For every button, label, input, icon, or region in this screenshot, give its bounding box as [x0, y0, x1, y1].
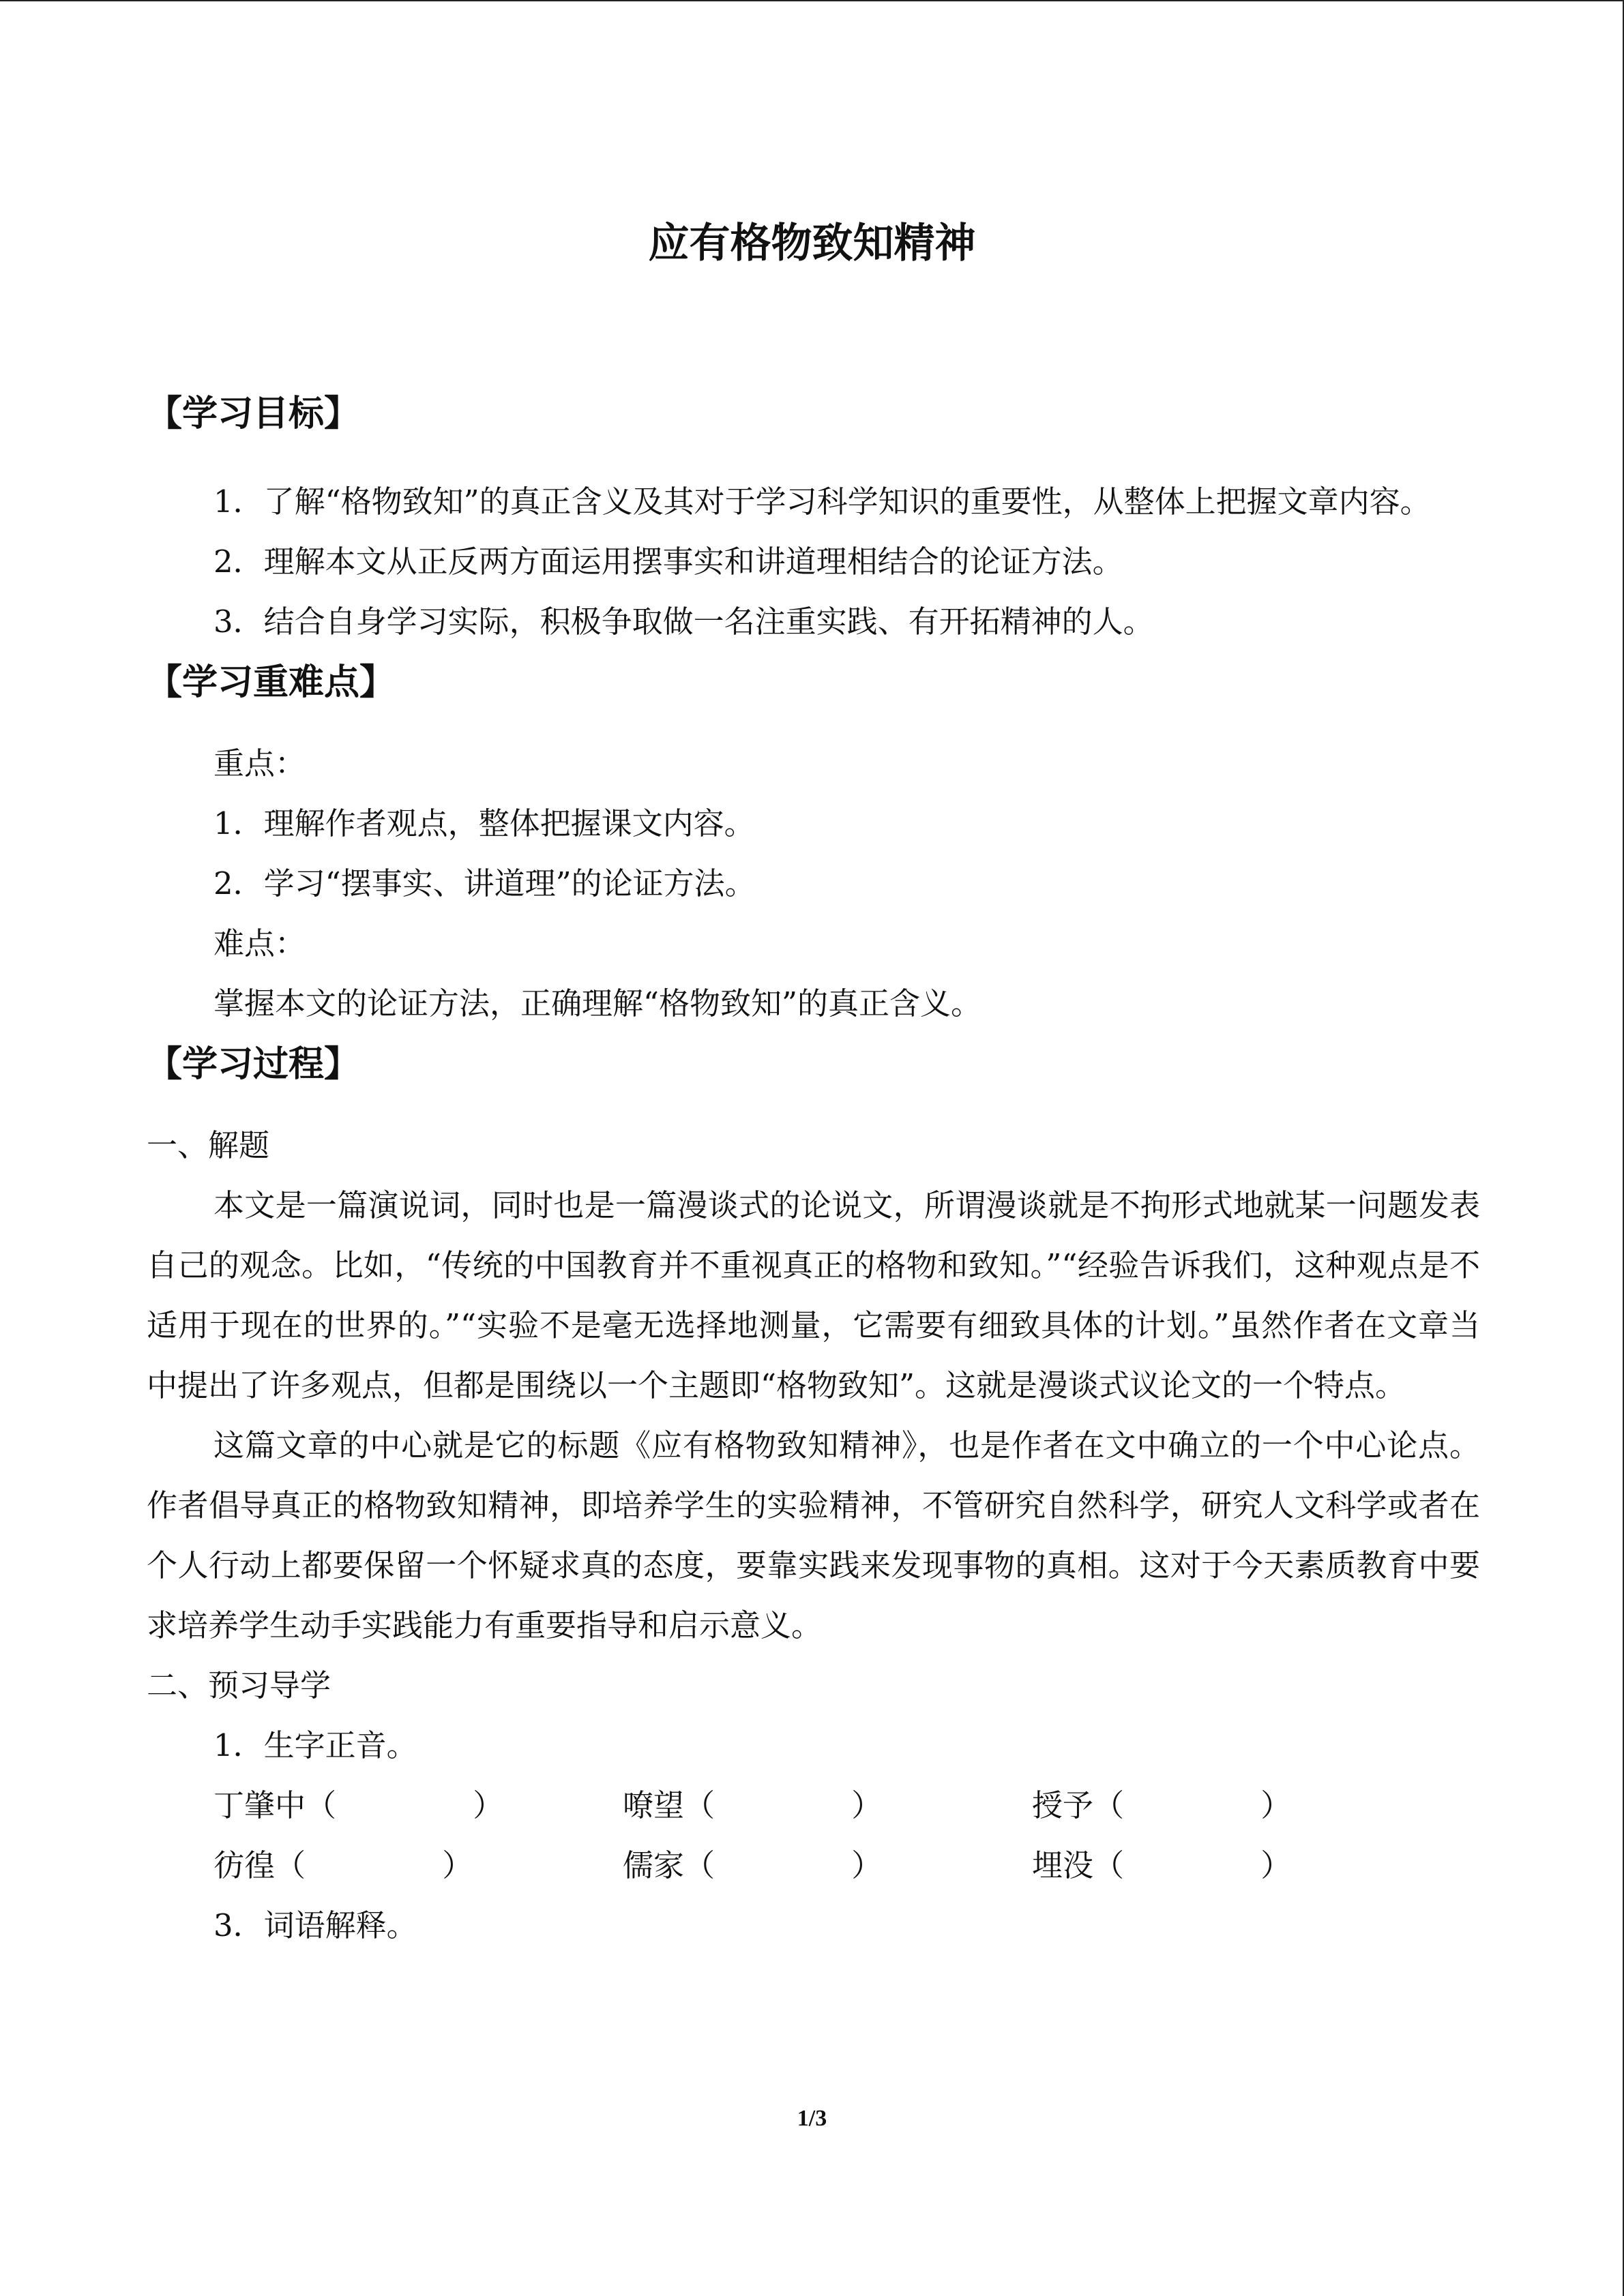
document-body: [147, 383, 1480, 1956]
key-item-1: 1．理解作者观点，整体把握课文内容。: [213, 805, 755, 841]
difficult-item-1: 掌握本文的论证方法，正确理解“格物致知”的真正含义。: [213, 985, 982, 1022]
part1-title: 一、解题: [147, 1127, 270, 1163]
section-heading-process: 【学习过程】: [147, 1044, 360, 1085]
key-item-2: 2．学习“摆事实、讲道理”的论证方法。: [213, 865, 756, 901]
part2-title: 二、预习导学: [147, 1667, 331, 1703]
difficult-label: 难点：: [213, 925, 306, 961]
pronunciation-blank[interactable]: [213, 1836, 623, 1896]
objective-item-1: 1．了解“格物致知”的真正含义及其对于学习科学知识的重要性，从整体上把握文章内容。: [213, 483, 1431, 520]
pronunciation-blank[interactable]: [1032, 1836, 1441, 1896]
objective-item-3: 3．结合自身学习实际，积极争取做一名注重实践、有开拓精神的人。: [213, 603, 1154, 640]
section-heading-objectives: 【学习目标】: [147, 393, 360, 434]
pronunciation-row-2: [147, 1836, 1480, 1896]
key-label: 重点：: [213, 745, 306, 781]
part1-paragraph-1: 本文是一篇演说词，同时也是一篇漫谈式的论说文，所谓漫谈就是不拘形式地就某一问题发表自己的观念。比如，“传统的中国教育并不重视真正的格物和致知。”“经验告诉我们，这种观点是不适用于现在的世界的。”“实验不是毫无选择地测量，它需要有细致具体的计划。”虽然作者在文章当中提出了许多观点，但都是围绕以一个主题即“格物致知”。这就是漫谈式议论文的一个特点。: [147, 1187, 1480, 1403]
page-number: 1/3: [797, 2106, 827, 2131]
pronunciation-word: 嘹望（ ）: [623, 1787, 883, 1823]
part1-paragraph-2: 这篇文章的中心就是它的标题《应有格物致知精神》，也是作者在文中确立的一个中心论点。作者倡导真正的格物致知精神，即培养学生的实验精神，不管研究自然科学，研究人文科学或者在个人行动上都要保留一个怀疑求真的态度，要靠实践来发现事物的真相。这对于今天素质教育中要求培养学生动手实践能力有重要指导和启示意义。: [147, 1427, 1480, 1643]
section-heading-key-points: 【学习重难点】: [147, 662, 396, 703]
pronunciation-title: 1．生字正音。: [213, 1727, 417, 1763]
pronunciation-word: 彷徨（ ）: [213, 1847, 473, 1883]
pronunciation-word: 丁肇中（ ）: [213, 1787, 504, 1823]
pronunciation-blank[interactable]: [623, 1776, 1032, 1836]
objective-item-2: 2．理解本文从正反两方面运用摆事实和讲道理相结合的论证方法。: [213, 543, 1123, 580]
pronunciation-word: 埋没（ ）: [1032, 1847, 1292, 1883]
pronunciation-blank[interactable]: [1032, 1776, 1441, 1836]
vocab-title: 3．词语解释。: [213, 1907, 417, 1943]
pronunciation-word: 儒家（ ）: [623, 1847, 883, 1883]
page-title: 应有格物致知精神: [648, 220, 976, 267]
pronunciation-word: 授予（ ）: [1032, 1787, 1292, 1823]
pronunciation-blank[interactable]: [623, 1836, 1032, 1896]
pronunciation-row-1: [147, 1776, 1480, 1836]
pronunciation-blank[interactable]: [213, 1776, 623, 1836]
